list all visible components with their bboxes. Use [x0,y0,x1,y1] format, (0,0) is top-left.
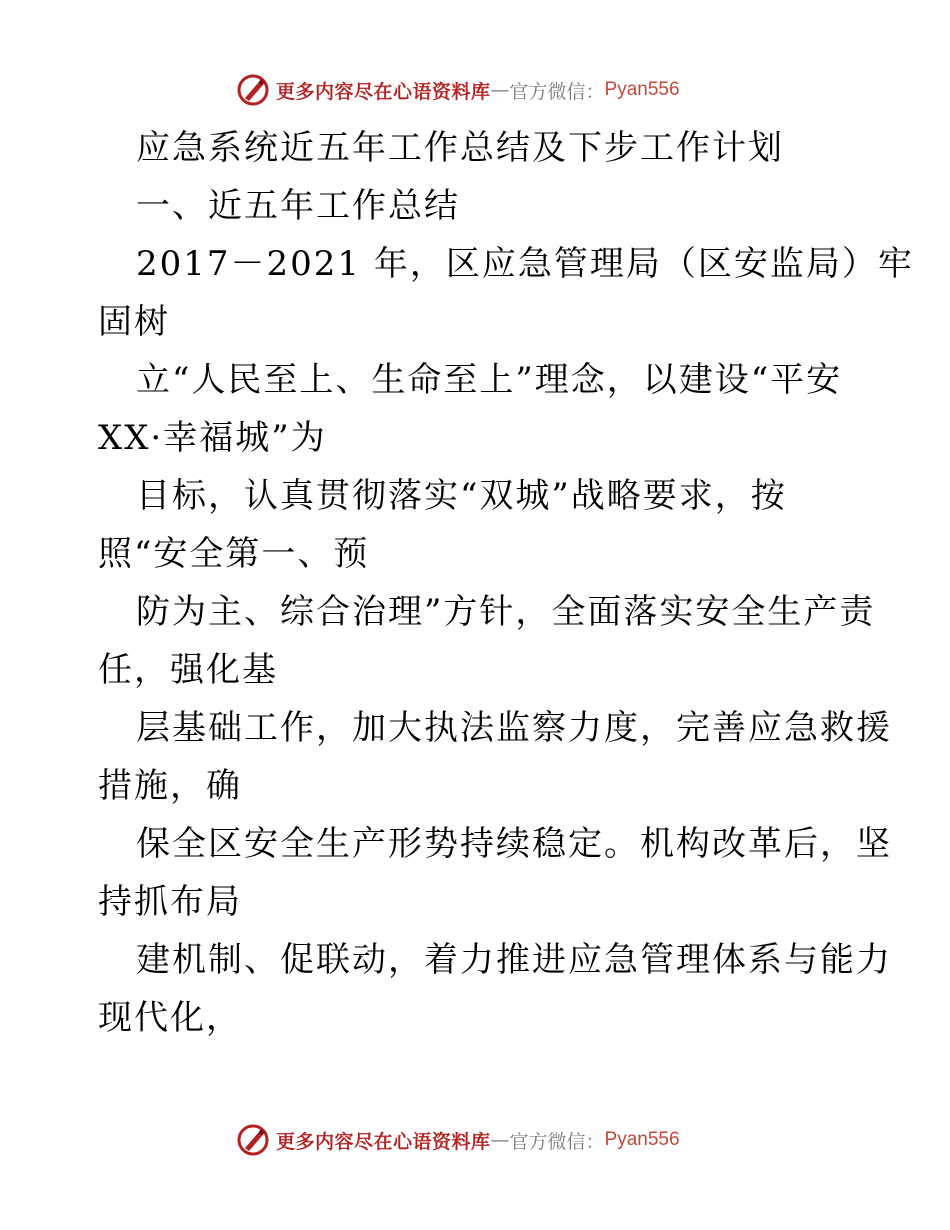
footer-watermark [236,1122,680,1158]
body-line: 措施，确 [98,766,242,806]
body-line: 2017－2021 年，区应急管理局（区安监局）牢 [136,244,914,284]
body-line: 防为主、综合治理”方针，全面落实安全生产责 [136,592,876,632]
watermark-contact-label: 官方微信： [509,80,605,103]
body-line: 照“安全第一、预 [98,534,370,574]
pen-logo-icon [236,1123,270,1157]
body-line: 任，强化基 [98,650,278,690]
body-line: 持抓布局 [98,882,242,922]
body-line: 固树 [98,302,170,342]
watermark-main-text: 更多内容尽在心语资料库 [276,1130,491,1153]
body-line: 建机制、促联动，着力推进应急管理体系与能力 [136,940,892,980]
body-line: 层基础工作，加大执法监察力度，完善应急救援 [136,708,892,748]
body-line: 目标，认真贯彻落实“双城”战略要求，按 [136,476,787,516]
body-line: 保全区安全生产形势持续稳定。机构改革后，坚 [136,824,892,864]
watermark-dash: — [490,1129,510,1151]
watermark-contact-id: Pyan556 [604,1129,680,1150]
body-line: XX·幸福城”为 [98,418,327,458]
body-line: 现代化， [98,998,242,1038]
document-title: 应急系统近五年工作总结及下步工作计划 [136,128,784,168]
section-heading: 一、近五年工作总结 [136,186,460,226]
watermark-dash: — [490,79,510,101]
body-line: 立“人民至上、生命至上”理念，以建设“平安 [136,360,843,400]
watermark-contact-label: 官方微信： [509,1130,605,1153]
watermark-main-text: 更多内容尽在心语资料库 [276,80,491,103]
watermark-contact-id: Pyan556 [604,79,680,100]
pen-logo-icon [236,73,270,107]
header-watermark [236,72,680,108]
